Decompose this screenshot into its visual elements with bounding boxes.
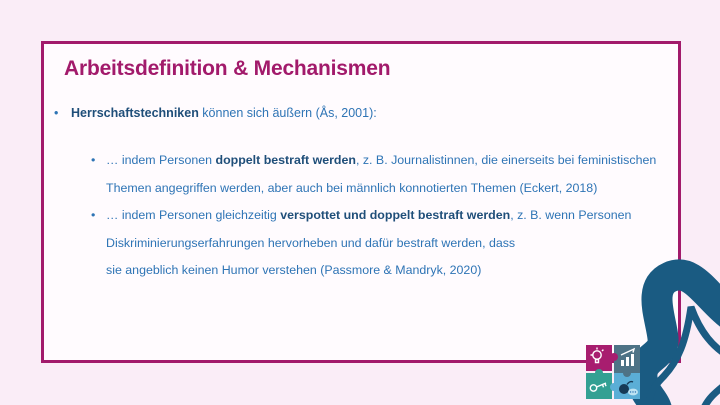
sub-bullet-item [91, 202, 663, 285]
sub-bullet-item [91, 147, 663, 202]
bullet-marker: • [91, 208, 96, 223]
sub-bullet-text: … indem Personen doppelt bestraft werden, z. B. Journalistinnen, die einerseits bei feministischen Themen angegriffen werden, aber auch bei männlich konnotierten Themen (Eckert, 2018) [106, 153, 657, 195]
bullet-item [54, 104, 377, 122]
bullet-marker: • [54, 106, 59, 120]
puzzle-logo [584, 342, 642, 402]
puzzle-tab [610, 383, 618, 391]
page-title: Arbeitsdefinition & Mechanismen [64, 57, 391, 80]
bullet-marker: • [91, 153, 96, 167]
puzzle-tab [623, 369, 631, 377]
sub-bullet-list [91, 147, 663, 285]
puzzle-tab [595, 369, 603, 377]
sub-bullet-text: … indem Personen gleichzeitig verspottet und doppelt bestraft werden, z. B. wenn Personen Diskriminierungserfahrungen hervorheben und dafür bestraft werden, dass sie angeblich keinen Humor verstehen (Passmore & Mandryk, 2020) [106, 208, 632, 278]
bullet-text: Herrschaftstechniken können sich äußern (Ås, 2001): [71, 106, 377, 120]
puzzle-tab [610, 353, 618, 361]
ribbon-corner-path [703, 383, 720, 405]
content-box [41, 41, 681, 363]
